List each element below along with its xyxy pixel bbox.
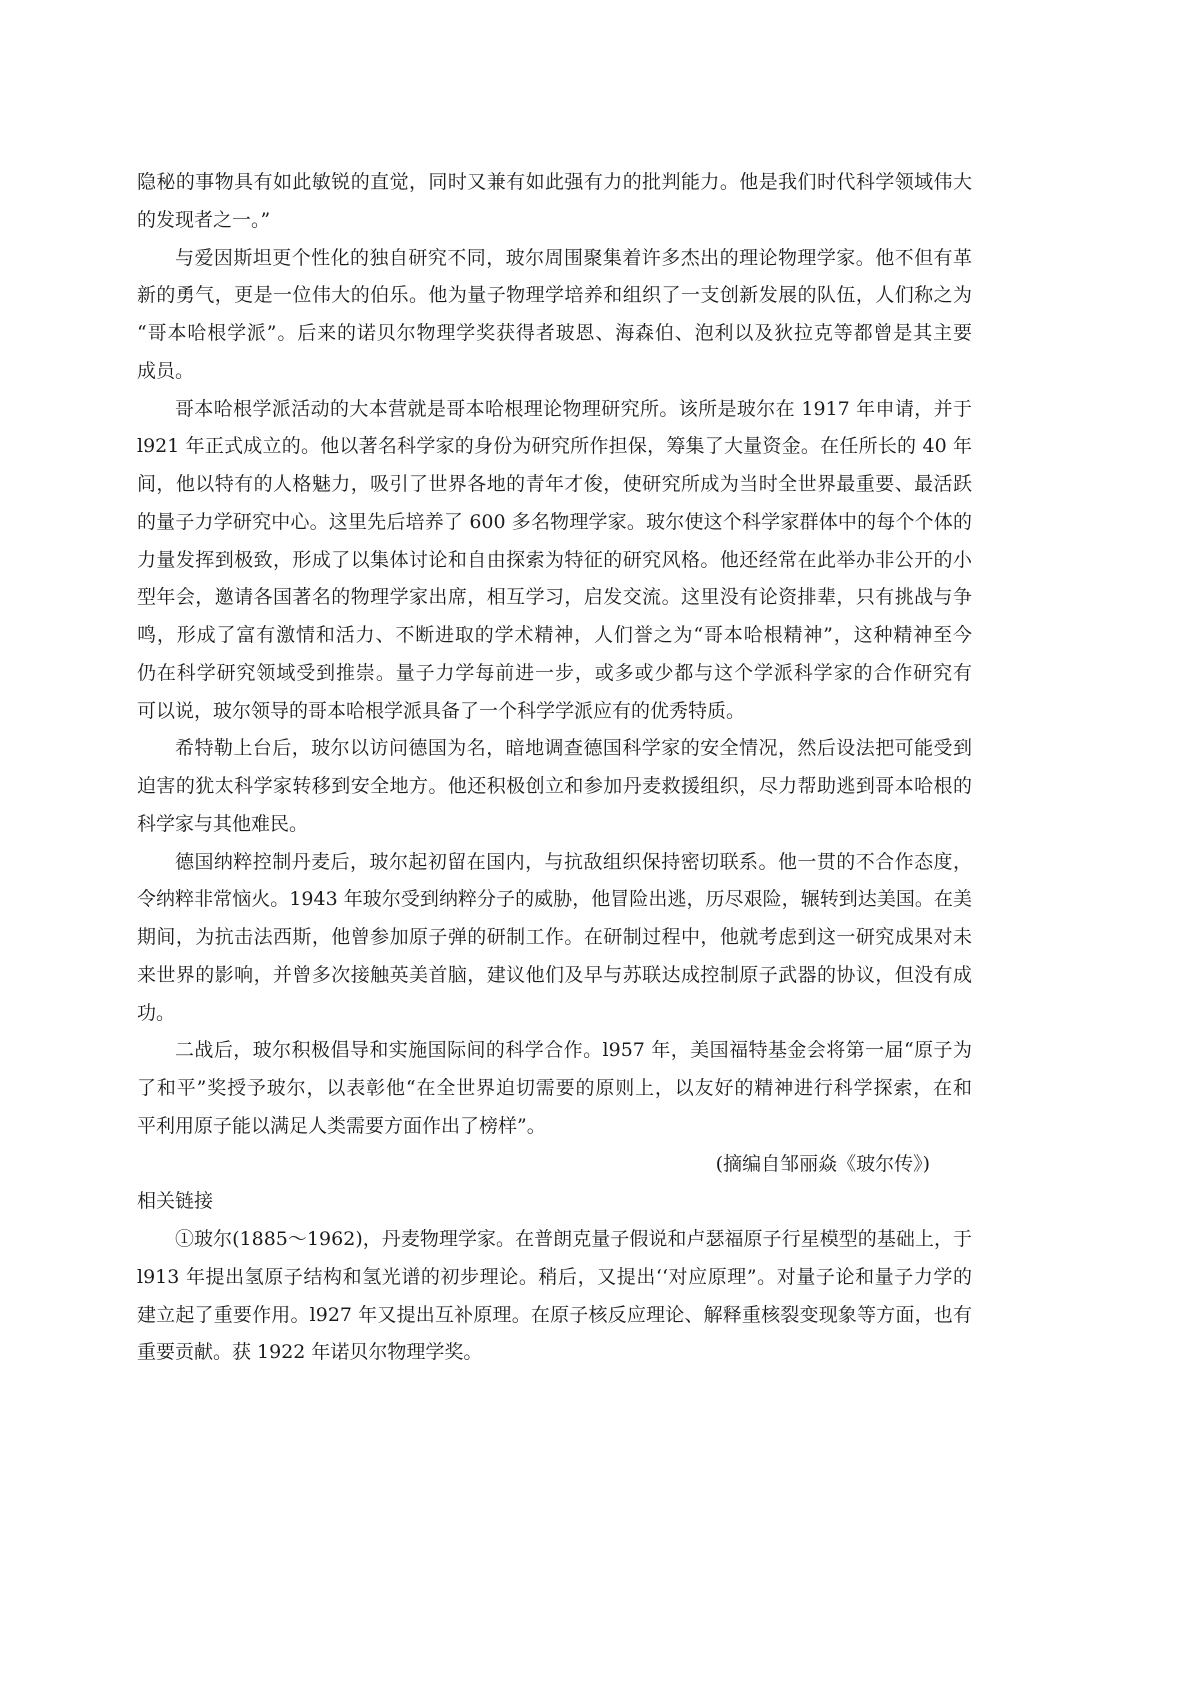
text-line: 建立起了重要作用。l927 年又提出互补原理。在原子核反应理论、解释重核裂变现象等方面，也有 <box>137 1303 972 1326</box>
related-link-note <box>137 1221 972 1372</box>
text-line: 希特勒上台后，玻尔以访问德国为名，暗地调查德国科学家的安全情况，然后设法把可能受到 <box>175 737 972 760</box>
text-line: 来世界的影响，并曾多次接触英美首脑，建议他们及早与苏联达成控制原子武器的协议，但没有成 <box>137 963 972 986</box>
text-line: 期间，为抗击法西斯，他曾参加原子弹的研制工作。在研制过程中，他就考虑到这一研究成果对未 <box>137 926 972 948</box>
text-line: 二战后，玻尔积极倡导和实施国际间的科学合作。l957 年，美国福特基金会将第一届“原子为 <box>175 1039 972 1062</box>
text-line: 重要贡献。获 1922 年诺贝尔物理学奖。 <box>137 1341 483 1364</box>
text-line: 力量发挥到极致，形成了以集体讨论和自由探索为特征的研究风格。他还经常在此举办非公开的小 <box>137 548 972 571</box>
text-line: 隐秘的事物具有如此敏锐的直觉，同时又兼有如此强有力的批判能力。他是我们时代科学领域伟大 <box>137 171 972 193</box>
text-line: 的量子力学研究中心。这里先后培养了 600 多名物理学家。玻尔使这个科学家群体中的每个个体的 <box>137 510 972 533</box>
text-line: l913 年提出氢原子结构和氢光谱的初步理论。稍后，又提出‘‘对应原理”。对量子论和量子力学的 <box>137 1265 972 1288</box>
text-line: 与爱因斯坦更个性化的独自研究不同，玻尔周围聚集着许多杰出的理论物理学家。他不但有革 <box>175 246 972 269</box>
text-line: 可以说，玻尔领导的哥本哈根学派具备了一个科学学派应有的优秀特质。 <box>137 699 746 722</box>
text-line: 新的勇气，更是一位伟大的伯乐。他为量子物理学培养和组织了一支创新发展的队伍，人们称之为 <box>137 284 972 307</box>
text-line: 德国纳粹控制丹麦后，玻尔起初留在国内，与抗敌组织保持密切联系。他一贯的不合作态度， <box>175 850 972 873</box>
text-line: 仍在科学研究领域受到推崇。量子力学每前进一步，或多或少都与这个学派科学家的合作研究有 <box>137 661 972 684</box>
body-paragraph-rescue <box>137 730 972 843</box>
body-paragraph-postwar <box>137 1032 972 1145</box>
document-page <box>137 164 972 1372</box>
text-line: 功。 <box>137 1001 176 1024</box>
text-line: 的发现者之一。” <box>137 208 271 231</box>
body-paragraph-institute <box>137 391 972 731</box>
text-line: 成员。 <box>137 359 195 382</box>
text-line: l921 年正式成立的。他以著名科学家的身份为研究所作担保，筹集了大量资金。在任所长的 40 年 <box>137 435 972 458</box>
body-paragraph-continuation <box>137 164 972 240</box>
text-line: 型年会，邀请各国著名的物理学家出席，相互学习，启发交流。这里没有论资排辈，只有挑战与争 <box>137 586 972 609</box>
text-line: “哥本哈根学派”。后来的诺贝尔物理学奖获得者玻恩、海森伯、泡利以及狄拉克等都曾是其主要 <box>137 322 972 344</box>
text-line: 科学家与其他难民。 <box>137 812 309 835</box>
body-paragraph-wartime <box>137 844 972 1033</box>
text-line: 鸣，形成了富有激情和活力、不断进取的学术精神，人们誉之为“哥本哈根精神”，这种精神至今 <box>137 624 972 646</box>
text-line: 哥本哈根学派活动的大本营就是哥本哈根理论物理研究所。该所是玻尔在 1917 年申请，并于 <box>175 397 972 420</box>
text-line: 了和平”奖授予玻尔，以表彰他“在全世界迫切需要的原则上，以友好的精神进行科学探索，在和 <box>137 1077 972 1099</box>
text-line: 令纳粹非常恼火。1943 年玻尔受到纳粹分子的威胁，他冒险出逃，历尽艰险，辗转到达美国。在美 <box>137 888 972 911</box>
text-line: 迫害的犹太科学家转移到安全地方。他还积极创立和参加丹麦救援组织，尽力帮助逃到哥本哈根的 <box>137 775 972 797</box>
text-line: 平利用原子能以满足人类需要方面作出了榜样”。 <box>137 1114 546 1137</box>
text-line: ①玻尔(1885～1962)，丹麦物理学家。在普朗克量子假说和卢瑟福原子行星模型的基础上，于 <box>175 1228 972 1250</box>
related-link-heading: 相关链接 <box>137 1190 214 1213</box>
body-paragraph-copenhagen-school <box>137 240 972 391</box>
text-line: 间，他以特有的人格魅力，吸引了世界各地的青年才俊，使研究所成为当时全世界最重要、最活跃 <box>137 473 972 495</box>
source-citation: (摘编自邹丽焱《玻尔传》) <box>715 1152 930 1175</box>
